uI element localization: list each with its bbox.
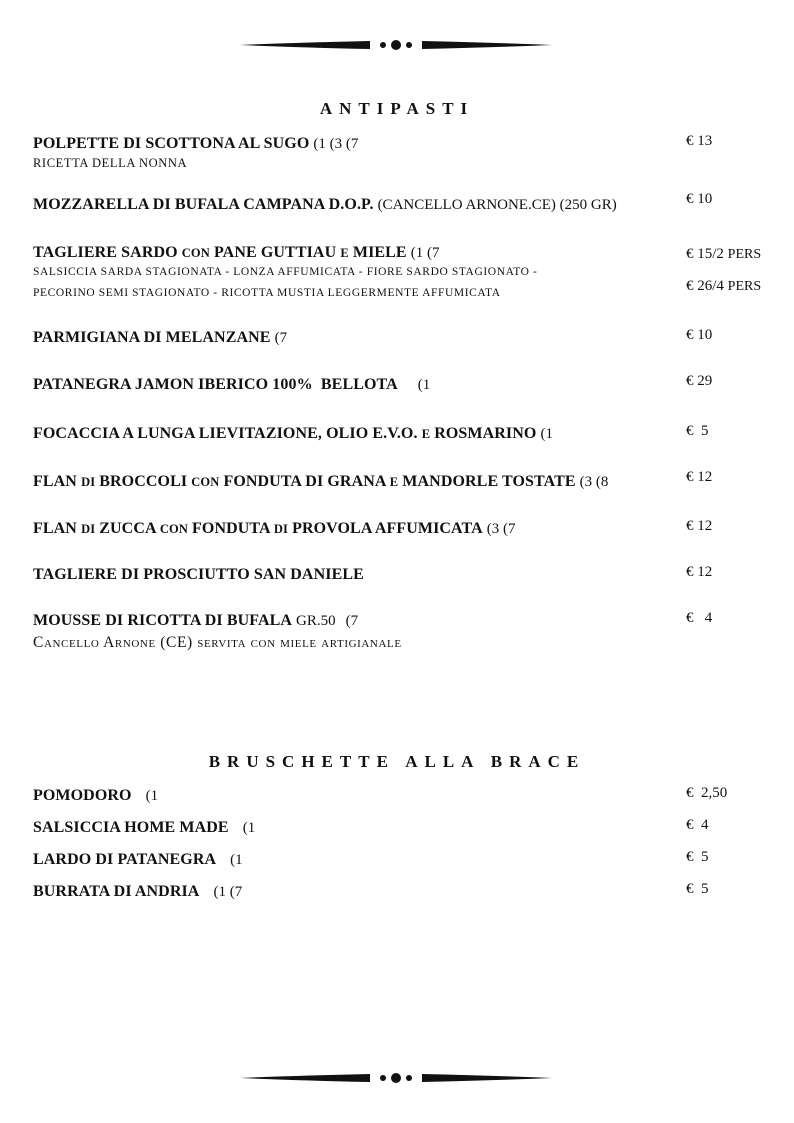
- allergen-codes: (1 (7: [410, 245, 440, 261]
- item-name: FOCACCIA A LUNGA LIEVITAZIONE, OLIO E.V.O. E ROSMARINO: [33, 425, 537, 442]
- menu-item: [33, 518, 793, 538]
- item-name: FLAN DI BROCCOLI CON FONDUTA DI GRANA E MANDORLE TOSTATE: [33, 473, 576, 490]
- section-title-bruschette: BRUSCHETTE ALLA BRACE: [208, 752, 586, 771]
- menu-item: [33, 133, 793, 173]
- item-description: Cancello Arnone (CE) servita con miele artigianale: [33, 634, 402, 651]
- item-price: € 10: [686, 327, 713, 343]
- allergen-codes: (3 (8: [579, 474, 609, 490]
- allergen-codes: (1: [230, 852, 243, 868]
- item-name: SALSICCIA HOME MADE: [33, 819, 229, 836]
- item-price: € 2,50: [686, 785, 728, 801]
- allergen-codes: (7: [345, 613, 359, 629]
- item-price: € 12: [686, 518, 713, 534]
- item-price: € 12: [686, 564, 713, 580]
- allergen-codes: (1: [242, 820, 256, 836]
- allergen-codes: (1 (7: [213, 884, 243, 900]
- item-price: € 26/4 PERS: [686, 278, 762, 294]
- item-name: POLPETTE DI SCOTTONA AL SUGO: [33, 135, 310, 152]
- menu-item: [33, 423, 793, 443]
- item-name: POMODORO: [33, 787, 132, 804]
- item-description: RICETTA DELLA NONNA: [33, 156, 188, 170]
- allergen-codes: (1 (3 (7: [313, 136, 359, 152]
- item-name: BURRATA DI ANDRIA: [33, 883, 200, 900]
- menu-item: [33, 327, 793, 347]
- menu-item: [33, 785, 793, 805]
- item-name: PATANEGRA JAMON IBERICO 100% BELLOTA: [33, 376, 398, 393]
- allergen-codes: (1: [417, 377, 431, 393]
- item-name: MOUSSE DI RICOTTA DI BUFALA: [33, 612, 293, 629]
- item-name: MOZZARELLA DI BUFALA CAMPANA D.O.P.: [33, 196, 374, 213]
- item-price: € 10: [686, 191, 713, 207]
- menu-item: [33, 564, 793, 584]
- item-name: TAGLIERE SARDO CON PANE GUTTIAU E MIELE: [33, 244, 407, 261]
- item-price: € 15/2 PERS: [686, 246, 762, 262]
- item-price: € 4: [686, 817, 709, 833]
- item-name: FLAN DI ZUCCA CON FONDUTA DI PROVOLA AFFUMICATA: [33, 520, 483, 537]
- menu-item: [33, 374, 793, 394]
- menu-item: [33, 817, 793, 837]
- menu-item: [33, 849, 793, 869]
- item-description: PECORINO SEMI STAGIONATO - RICOTTA MUSTIA LEGGERMENTE AFFUMICATA: [33, 287, 501, 299]
- section-title-antipasti: ANTIPASTI: [319, 99, 475, 118]
- menu-item: [33, 471, 793, 491]
- allergen-codes: (1: [540, 426, 553, 442]
- item-price: € 5: [686, 423, 709, 439]
- item-quantity: GR.50: [296, 613, 336, 629]
- item-price: € 29: [686, 373, 713, 389]
- top-ornament: [240, 37, 552, 53]
- item-price: € 12: [686, 469, 713, 485]
- bottom-ornament: [240, 1070, 552, 1086]
- menu-item: [33, 242, 793, 304]
- allergen-codes: (1: [145, 788, 159, 804]
- item-price: € 13: [686, 133, 713, 149]
- allergen-codes: (3 (7: [486, 521, 516, 537]
- item-origin: (CANCELLO ARNONE.CE) (250 GR): [377, 197, 617, 213]
- item-description: SALSICCIA SARDA STAGIONATA - LONZA AFFUMICATA - FIORE SARDO STAGIONATO -: [33, 266, 538, 278]
- allergen-codes: (7: [274, 330, 288, 346]
- item-price: € 4: [686, 610, 713, 626]
- item-name: TAGLIERE DI PROSCIUTTO SAN DANIELE: [33, 566, 364, 583]
- item-name: PARMIGIANA DI MELANZANE: [33, 329, 271, 346]
- item-price: € 5: [686, 849, 709, 865]
- item-price: € 5: [686, 881, 709, 897]
- menu-item: [33, 881, 793, 901]
- item-name: LARDO DI PATANEGRA: [33, 851, 217, 868]
- menu-item: [33, 610, 793, 652]
- menu-item: [33, 194, 793, 214]
